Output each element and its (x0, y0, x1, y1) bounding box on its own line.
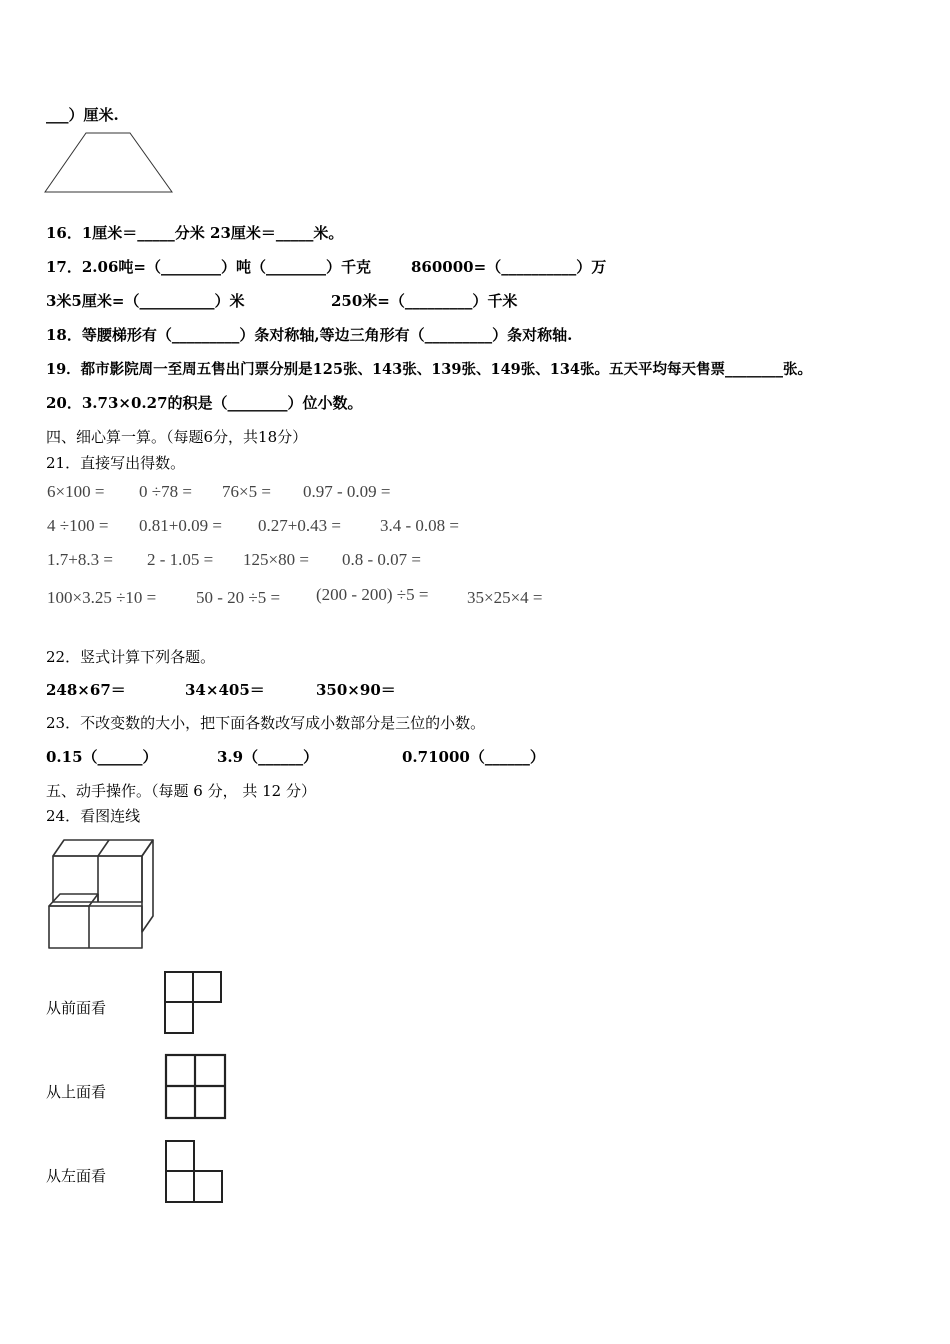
cube-arrangement-figure (44, 836, 159, 954)
q22-item: 248×67＝ (46, 681, 126, 699)
q15-tail: ___）厘米. (46, 106, 119, 124)
q17-a: 17．2.06吨=（________）吨（________）千克 (46, 258, 371, 276)
calc-item: 2 - 1.05 = (147, 550, 214, 569)
q17-b: 860000=（__________）万 (411, 258, 607, 276)
calc-item: (200 - 200) ÷5 = (316, 585, 429, 604)
left-view-figure[interactable] (164, 1139, 226, 1205)
q21: 21．直接写出得数。 (46, 454, 186, 472)
calc-item: 35×25×4 = (467, 588, 543, 607)
section-4-heading: 四、细心算一算。（每题6分，共18分） (46, 428, 308, 446)
calc-item: 0.27+0.43 = (258, 516, 341, 535)
q23: 23．不改变数的大小，把下面各数改写成小数部分是三位的小数。 (46, 714, 486, 732)
q17-d: 250米=（_________）千米 (331, 292, 518, 310)
calc-item: 1.7+8.3 = (47, 550, 113, 569)
calc-item: 0.81+0.09 = (139, 516, 222, 535)
calc-item: 0 ÷78 = (139, 482, 192, 501)
section-5-heading: 五、动手操作。（每题 6 分， 共 12 分） (46, 782, 316, 800)
view-label-top: 从上面看 (46, 1083, 107, 1101)
calc-item: 4 ÷100 = (47, 516, 109, 535)
q23-item: 3.9（______） (217, 748, 319, 766)
q23-item: 0.71000（______） (402, 748, 545, 766)
view-label-left: 从左面看 (46, 1167, 107, 1185)
q20: 20．3.73×0.27的积是（________）位小数。 (46, 394, 363, 412)
q22-item: 350×90＝ (316, 681, 396, 699)
calc-item: 100×3.25 ÷10 = (47, 588, 157, 607)
calc-item: 6×100 = (47, 482, 105, 501)
q22: 22．竖式计算下列各题。 (46, 648, 216, 666)
q17-c: 3米5厘米=（__________）米 (46, 292, 245, 310)
calc-item: 0.97 - 0.09 = (303, 482, 391, 501)
calc-item: 76×5 = (222, 482, 271, 501)
calc-item: 3.4 - 0.08 = (380, 516, 459, 535)
calc-item: 0.8 - 0.07 = (342, 550, 421, 569)
front-view-figure[interactable] (163, 970, 225, 1036)
q19: 19．都市影院周一至周五售出门票分别是125张、143张、139张、149张、134张。五天平均每天售票________张。 (46, 361, 813, 378)
q24: 24．看图连线 (46, 807, 141, 825)
calc-item: 50 - 20 ÷5 = (196, 588, 281, 607)
trapezoid-figure (44, 131, 174, 195)
calc-item: 125×80 = (243, 550, 309, 569)
top-view-figure[interactable] (164, 1053, 228, 1121)
q16: 16．1厘米＝_____分米 23厘米＝_____米。 (46, 224, 344, 242)
view-label-front: 从前面看 (46, 999, 107, 1017)
q18: 18．等腰梯形有（_________）条对称轴,等边三角形有（_________）条对称轴. (46, 326, 573, 344)
q23-item: 0.15（______） (46, 748, 158, 766)
q22-item: 34×405＝ (185, 681, 265, 699)
